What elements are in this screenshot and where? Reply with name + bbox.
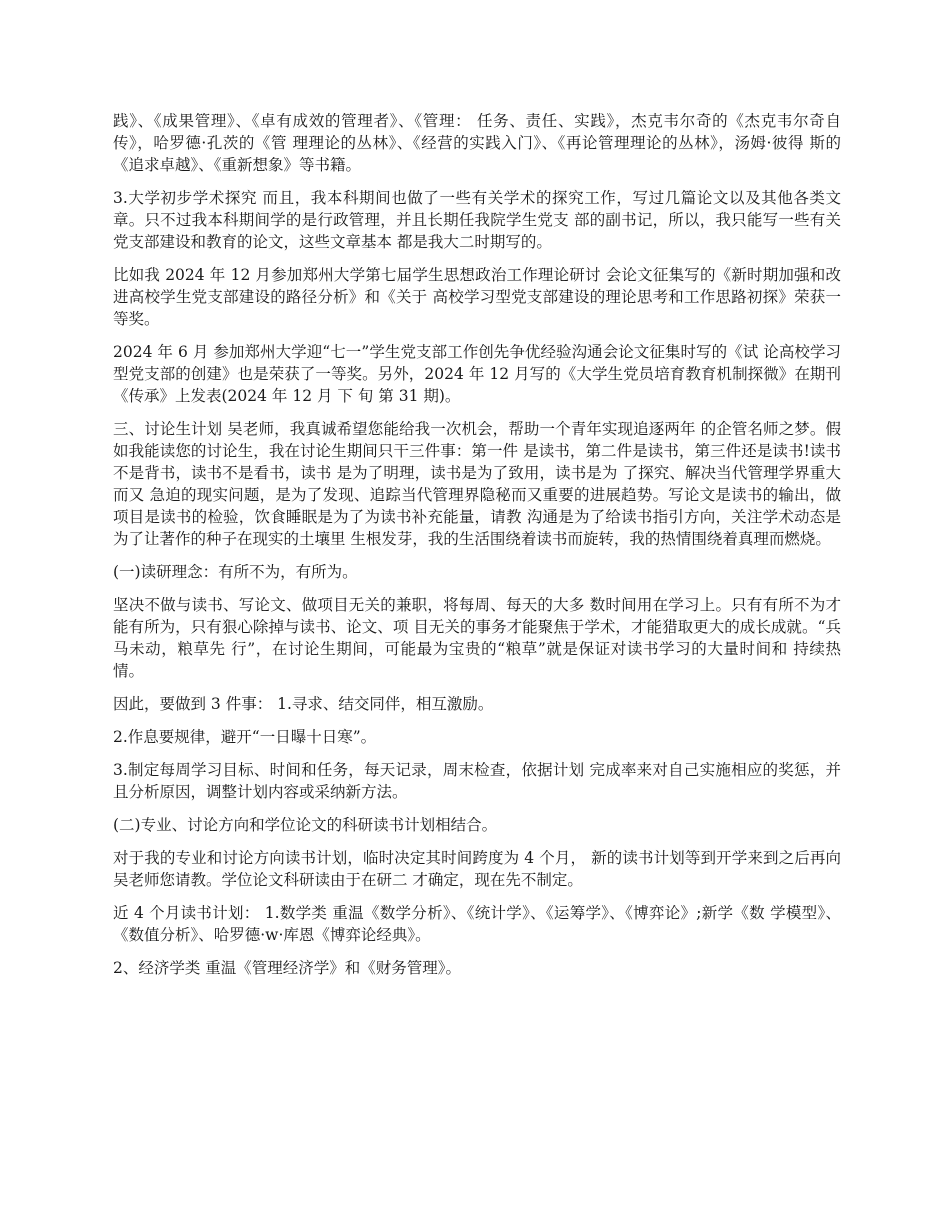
- paragraph-award-2024-dec: 比如我 2024 年 12 月参加郑州大学第七届学生思想政治工作理论研讨 会论文征集写的《新时期加强和改进高校学生党支部建设的路径分析》和《关于 高校学习型党支部建设的理论思考和工作思路初探》荣获一等奖。: [113, 266, 841, 328]
- paragraph-focus-on-study: 坚决不做与读书、写论文、做项目无关的兼职，将每周、每天的大多 数时间用在学习上。只有有所不为才能有所为，只有狠心除掉与读书、论文、项 目无关的事务才能聚焦于学术，才能猎取更大的成长成就。“兵马未动，粮草先 行”，在讨论生期间，可能最为宝贵的“粮草”就是保证对读书学习的大量时间和 持续热情。: [113, 596, 841, 680]
- heading-research-philosophy: (一)读研理念：有所不为，有所为。: [113, 563, 358, 581]
- paragraph-three-things: 因此，要做到 3 件事： 1.寻求、结交同伴，相互激励。: [113, 695, 494, 713]
- heading-combined-plan: (二)专业、讨论方向和学位论文的科研读书计划相结合。: [113, 816, 498, 834]
- paragraph-weekly-goals: 3.制定每周学习目标、时间和任务，每天记录，周末检查，依据计划 完成率来对自己实施相应的奖惩，并且分析原因，调整计划内容或采纳新方法。: [113, 761, 841, 801]
- paragraph-award-2024-jun: 2024 年 6 月 参加郑州大学迎“七一”学生党支部工作创先争优经验沟通会论文征集时写的《试 论高校学习型党支部的创建》也是荣获了一等奖。另外，2024 年 12 月写的《大学生党员培育教育机制探微》在期刊《传承》上发表(2024 年 12 月 下 旬 第 31 期)。: [113, 343, 841, 405]
- paragraph-math-reading: 近 4 个月读书计划： 1.数学类 重温《数学分析》、《统计学》、《运筹学》、《博弈论》;新学《数 学模型》、《数值分析》、哈罗德·w·库恩《博弈论经典》。: [113, 904, 841, 944]
- paragraph-book-list: 践》、《成果管理》、《卓有成效的管理者》、《管理： 任务、责任、实践》，杰克韦尔奇的《杰克韦尔奇自传》，哈罗德·孔茨的《管 理理论的丛林》、《经营的实践入门》、《再论管理理论的丛林》，汤姆·彼得 斯的《追求卓越》、《重新想象》等书籍。: [113, 112, 841, 174]
- paragraph-reading-span: 对于我的专业和讨论方向读书计划，临时决定其时间跨度为 4 个月， 新的读书计划等到开学来到之后再向吴老师您请教。学位论文科研读由于在研二 才确定，现在先不制定。: [113, 849, 841, 889]
- paragraph-study-plan: 三、讨论生计划 吴老师，我真诚希望您能给我一次机会，帮助一个青年实现追逐两年 的企管名师之梦。假如我能读您的讨论生，我在讨论生期间只干三件事：第一件 是读书，第二件是读书，第三件还是读书!读书不是背书，读书不是看书，读书 是为了明理，读书是为了致用，读书是为 了探究、解决当代管理学界重大而又 急迫的现实问题，是为了发现、追踪当代管理界隐秘而又重要的进展趋势。写论文是读书的输出，做项目是读书的检验，饮食睡眠是为了为读书补充能量，请教 沟通是为了给读书指引方向，关注学术动态是为了让著作的种子在现实的土壤里 生根发芽，我的生活围绕着读书而旋转，我的热情围绕着真理而燃烧。: [113, 420, 841, 548]
- document-body: [113, 110, 841, 990]
- paragraph-economics-reading: 2、经济学类 重温《管理经济学》和《财务管理》。: [113, 959, 462, 977]
- paragraph-regular-schedule: 2.作息要规律，避开“一日曝十日寒”。: [113, 728, 377, 746]
- paragraph-academic-research: 3.大学初步学术探究 而且，我本科期间也做了一些有关学术的探究工作，写过几篇论文以及其他各类文章。只不过我本科期间学的是行政管理，并且长期任我院学生党支 部的副书记，所以，我只能写一些有关党支部建设和教育的论文，这些文章基本 都是我大二时期写的。: [113, 189, 841, 251]
